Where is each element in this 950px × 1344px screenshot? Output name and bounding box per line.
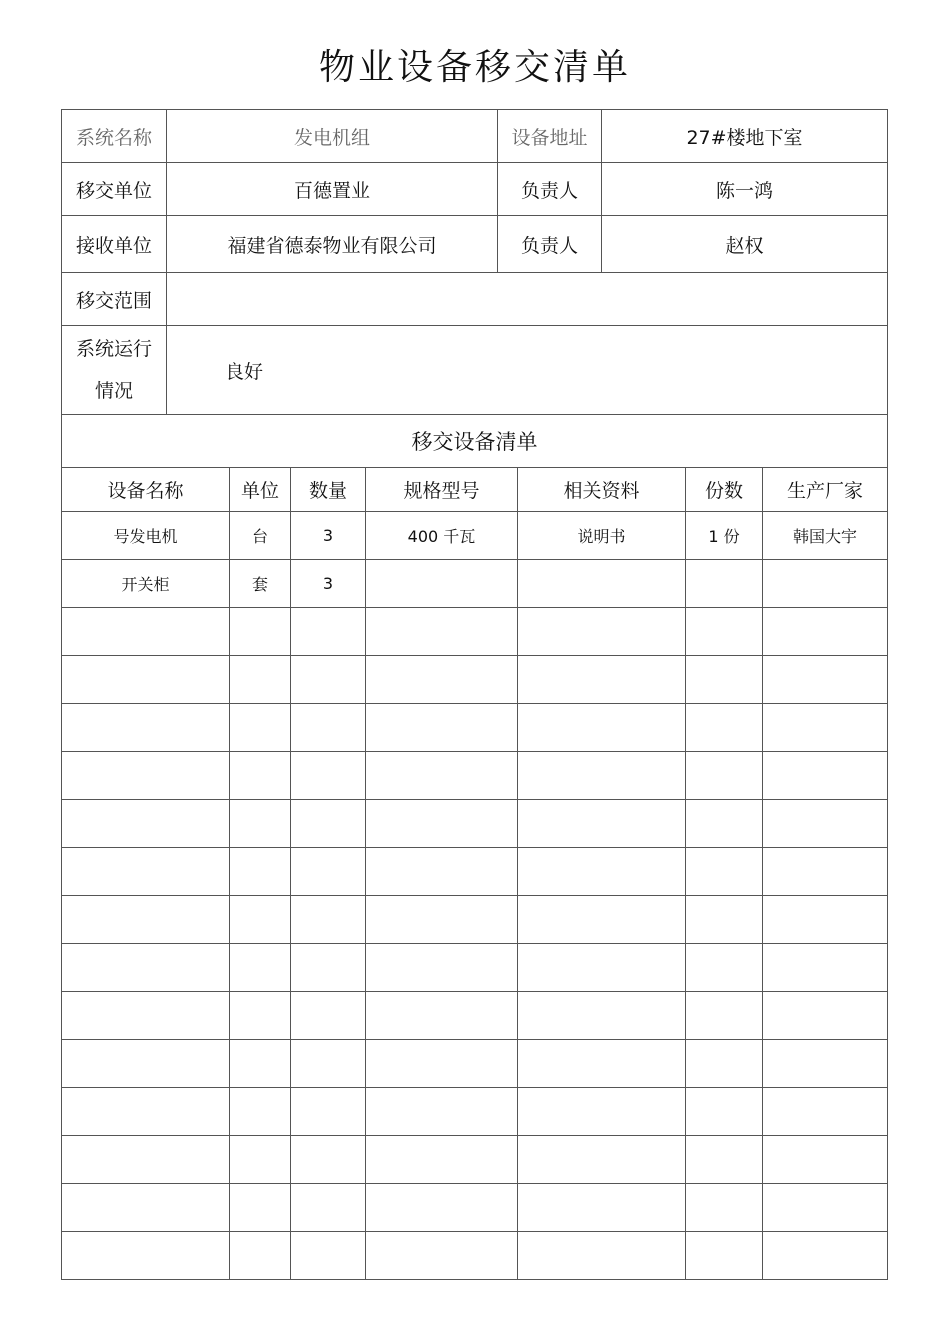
table-cell <box>291 608 366 656</box>
table-cell <box>763 1136 888 1184</box>
equipment-section-title-row <box>62 415 888 468</box>
table-cell <box>518 1184 686 1232</box>
table-cell <box>518 800 686 848</box>
table-cell <box>686 1088 763 1136</box>
info-row-handover <box>62 163 888 216</box>
receiver-unit-value: 福建省德泰物业有限公司 <box>167 216 498 273</box>
table-cell <box>763 656 888 704</box>
table-row <box>62 896 888 944</box>
table-cell <box>686 1040 763 1088</box>
table-cell <box>230 752 291 800</box>
table-cell <box>62 896 230 944</box>
table-cell <box>291 992 366 1040</box>
table-row <box>62 1088 888 1136</box>
table-cell <box>518 752 686 800</box>
table-cell <box>518 1232 686 1280</box>
receiver-person-value: 赵权 <box>602 216 888 273</box>
table-cell <box>763 560 888 608</box>
table-cell <box>518 992 686 1040</box>
table-cell <box>686 704 763 752</box>
table-cell <box>763 704 888 752</box>
table-cell <box>62 944 230 992</box>
table-cell <box>291 1040 366 1088</box>
table-cell <box>686 992 763 1040</box>
table-cell <box>686 1232 763 1280</box>
table-row <box>62 512 888 560</box>
table-cell <box>230 656 291 704</box>
table-cell: 3 <box>291 560 366 608</box>
table-cell <box>518 896 686 944</box>
table-cell <box>291 752 366 800</box>
table-cell <box>366 560 518 608</box>
table-cell <box>366 1136 518 1184</box>
table-cell <box>686 1184 763 1232</box>
table-cell <box>686 1136 763 1184</box>
table-cell <box>291 656 366 704</box>
table-cell <box>686 848 763 896</box>
table-cell <box>230 848 291 896</box>
table-cell <box>518 1136 686 1184</box>
table-cell <box>366 608 518 656</box>
column-header: 单位 <box>230 468 291 512</box>
table-cell <box>686 944 763 992</box>
status-label <box>62 326 167 415</box>
table-row <box>62 1232 888 1280</box>
table-row <box>62 944 888 992</box>
info-table <box>61 109 888 415</box>
table-cell <box>763 992 888 1040</box>
system-name-label: 系统名称 <box>62 110 167 163</box>
table-row <box>62 752 888 800</box>
table-row <box>62 800 888 848</box>
table-row <box>62 848 888 896</box>
table-cell <box>518 1040 686 1088</box>
table-cell: 400 千瓦 <box>366 512 518 560</box>
table-cell: 台 <box>230 512 291 560</box>
table-row <box>62 704 888 752</box>
table-cell <box>62 800 230 848</box>
status-value: 良好 <box>167 326 888 415</box>
table-row <box>62 1184 888 1232</box>
table-cell <box>763 896 888 944</box>
table-cell <box>366 800 518 848</box>
info-row-system <box>62 110 888 163</box>
table-cell <box>62 848 230 896</box>
table-cell <box>763 1232 888 1280</box>
table-cell <box>291 848 366 896</box>
table-row <box>62 1136 888 1184</box>
table-cell: 3 <box>291 512 366 560</box>
column-header: 生产厂家 <box>763 468 888 512</box>
column-header: 规格型号 <box>366 468 518 512</box>
table-cell <box>291 1088 366 1136</box>
handover-unit-label: 移交单位 <box>62 163 167 216</box>
table-cell <box>518 944 686 992</box>
table-cell <box>763 1184 888 1232</box>
location-label: 设备地址 <box>498 110 602 163</box>
scope-value <box>167 273 888 326</box>
receiver-person-label: 负责人 <box>498 216 602 273</box>
table-cell <box>62 608 230 656</box>
equipment-table <box>61 414 888 1280</box>
system-name-value: 发电机组 <box>167 110 498 163</box>
table-cell: 韩国大宇 <box>763 512 888 560</box>
column-header: 相关资料 <box>518 468 686 512</box>
table-row <box>62 656 888 704</box>
equipment-rows <box>62 512 888 1280</box>
table-cell <box>686 656 763 704</box>
table-cell <box>291 1184 366 1232</box>
table-cell <box>518 560 686 608</box>
table-cell <box>62 1184 230 1232</box>
table-cell <box>230 1088 291 1136</box>
table-cell <box>230 944 291 992</box>
table-cell <box>230 1136 291 1184</box>
table-cell <box>230 1184 291 1232</box>
info-row-receiver <box>62 216 888 273</box>
table-cell <box>291 896 366 944</box>
table-cell <box>366 944 518 992</box>
scope-label: 移交范围 <box>62 273 167 326</box>
column-header: 数量 <box>291 468 366 512</box>
table-cell: 1 份 <box>686 512 763 560</box>
table-cell <box>230 704 291 752</box>
table-cell <box>686 608 763 656</box>
equipment-header-row <box>62 468 888 512</box>
table-cell <box>62 992 230 1040</box>
column-header: 份数 <box>686 468 763 512</box>
table-cell <box>230 608 291 656</box>
table-cell <box>763 1040 888 1088</box>
table-cell <box>291 944 366 992</box>
table-cell <box>366 848 518 896</box>
table-cell <box>763 800 888 848</box>
table-cell <box>686 800 763 848</box>
table-row <box>62 560 888 608</box>
table-cell <box>230 896 291 944</box>
handover-person-value: 陈一鸿 <box>602 163 888 216</box>
table-row <box>62 1040 888 1088</box>
table-cell <box>366 1232 518 1280</box>
table-cell <box>366 752 518 800</box>
table-cell: 开关柜 <box>62 560 230 608</box>
table-cell <box>366 992 518 1040</box>
table-cell <box>230 992 291 1040</box>
handover-unit-value: 百德置业 <box>167 163 498 216</box>
table-cell <box>291 800 366 848</box>
info-row-scope <box>62 273 888 326</box>
table-cell <box>62 704 230 752</box>
status-label-line2: 情况 <box>94 380 133 402</box>
equipment-section-title: 移交设备清单 <box>62 415 888 468</box>
table-cell <box>230 1040 291 1088</box>
table-row <box>62 992 888 1040</box>
handover-person-label: 负责人 <box>498 163 602 216</box>
table-cell <box>366 1088 518 1136</box>
table-cell <box>366 704 518 752</box>
table-cell <box>62 1088 230 1136</box>
table-cell <box>62 1040 230 1088</box>
table-cell <box>763 608 888 656</box>
table-cell <box>291 1136 366 1184</box>
table-cell <box>518 608 686 656</box>
table-cell <box>62 656 230 704</box>
column-header: 设备名称 <box>62 468 230 512</box>
info-row-status <box>62 326 888 415</box>
table-cell <box>230 1232 291 1280</box>
table-cell <box>686 896 763 944</box>
table-cell <box>291 1232 366 1280</box>
location-value: 27#楼地下室 <box>602 110 888 163</box>
status-label-line1: 系统运行 <box>75 338 152 360</box>
table-cell <box>62 752 230 800</box>
table-cell <box>366 1040 518 1088</box>
table-cell: 号发电机 <box>62 512 230 560</box>
table-cell <box>62 1232 230 1280</box>
table-row <box>62 608 888 656</box>
table-cell <box>763 848 888 896</box>
table-cell <box>62 1136 230 1184</box>
table-cell <box>366 1184 518 1232</box>
table-cell <box>518 656 686 704</box>
table-cell <box>230 800 291 848</box>
table-cell <box>763 752 888 800</box>
table-cell <box>763 944 888 992</box>
page-title: 物业设备移交清单 <box>318 47 631 88</box>
table-cell <box>686 752 763 800</box>
table-cell <box>366 896 518 944</box>
table-cell: 套 <box>230 560 291 608</box>
table-cell <box>291 704 366 752</box>
table-cell <box>686 560 763 608</box>
table-cell <box>366 656 518 704</box>
table-cell <box>518 848 686 896</box>
table-cell <box>518 1088 686 1136</box>
table-cell: 说明书 <box>518 512 686 560</box>
table-cell <box>518 704 686 752</box>
table-cell <box>763 1088 888 1136</box>
receiver-unit-label: 接收单位 <box>62 216 167 273</box>
